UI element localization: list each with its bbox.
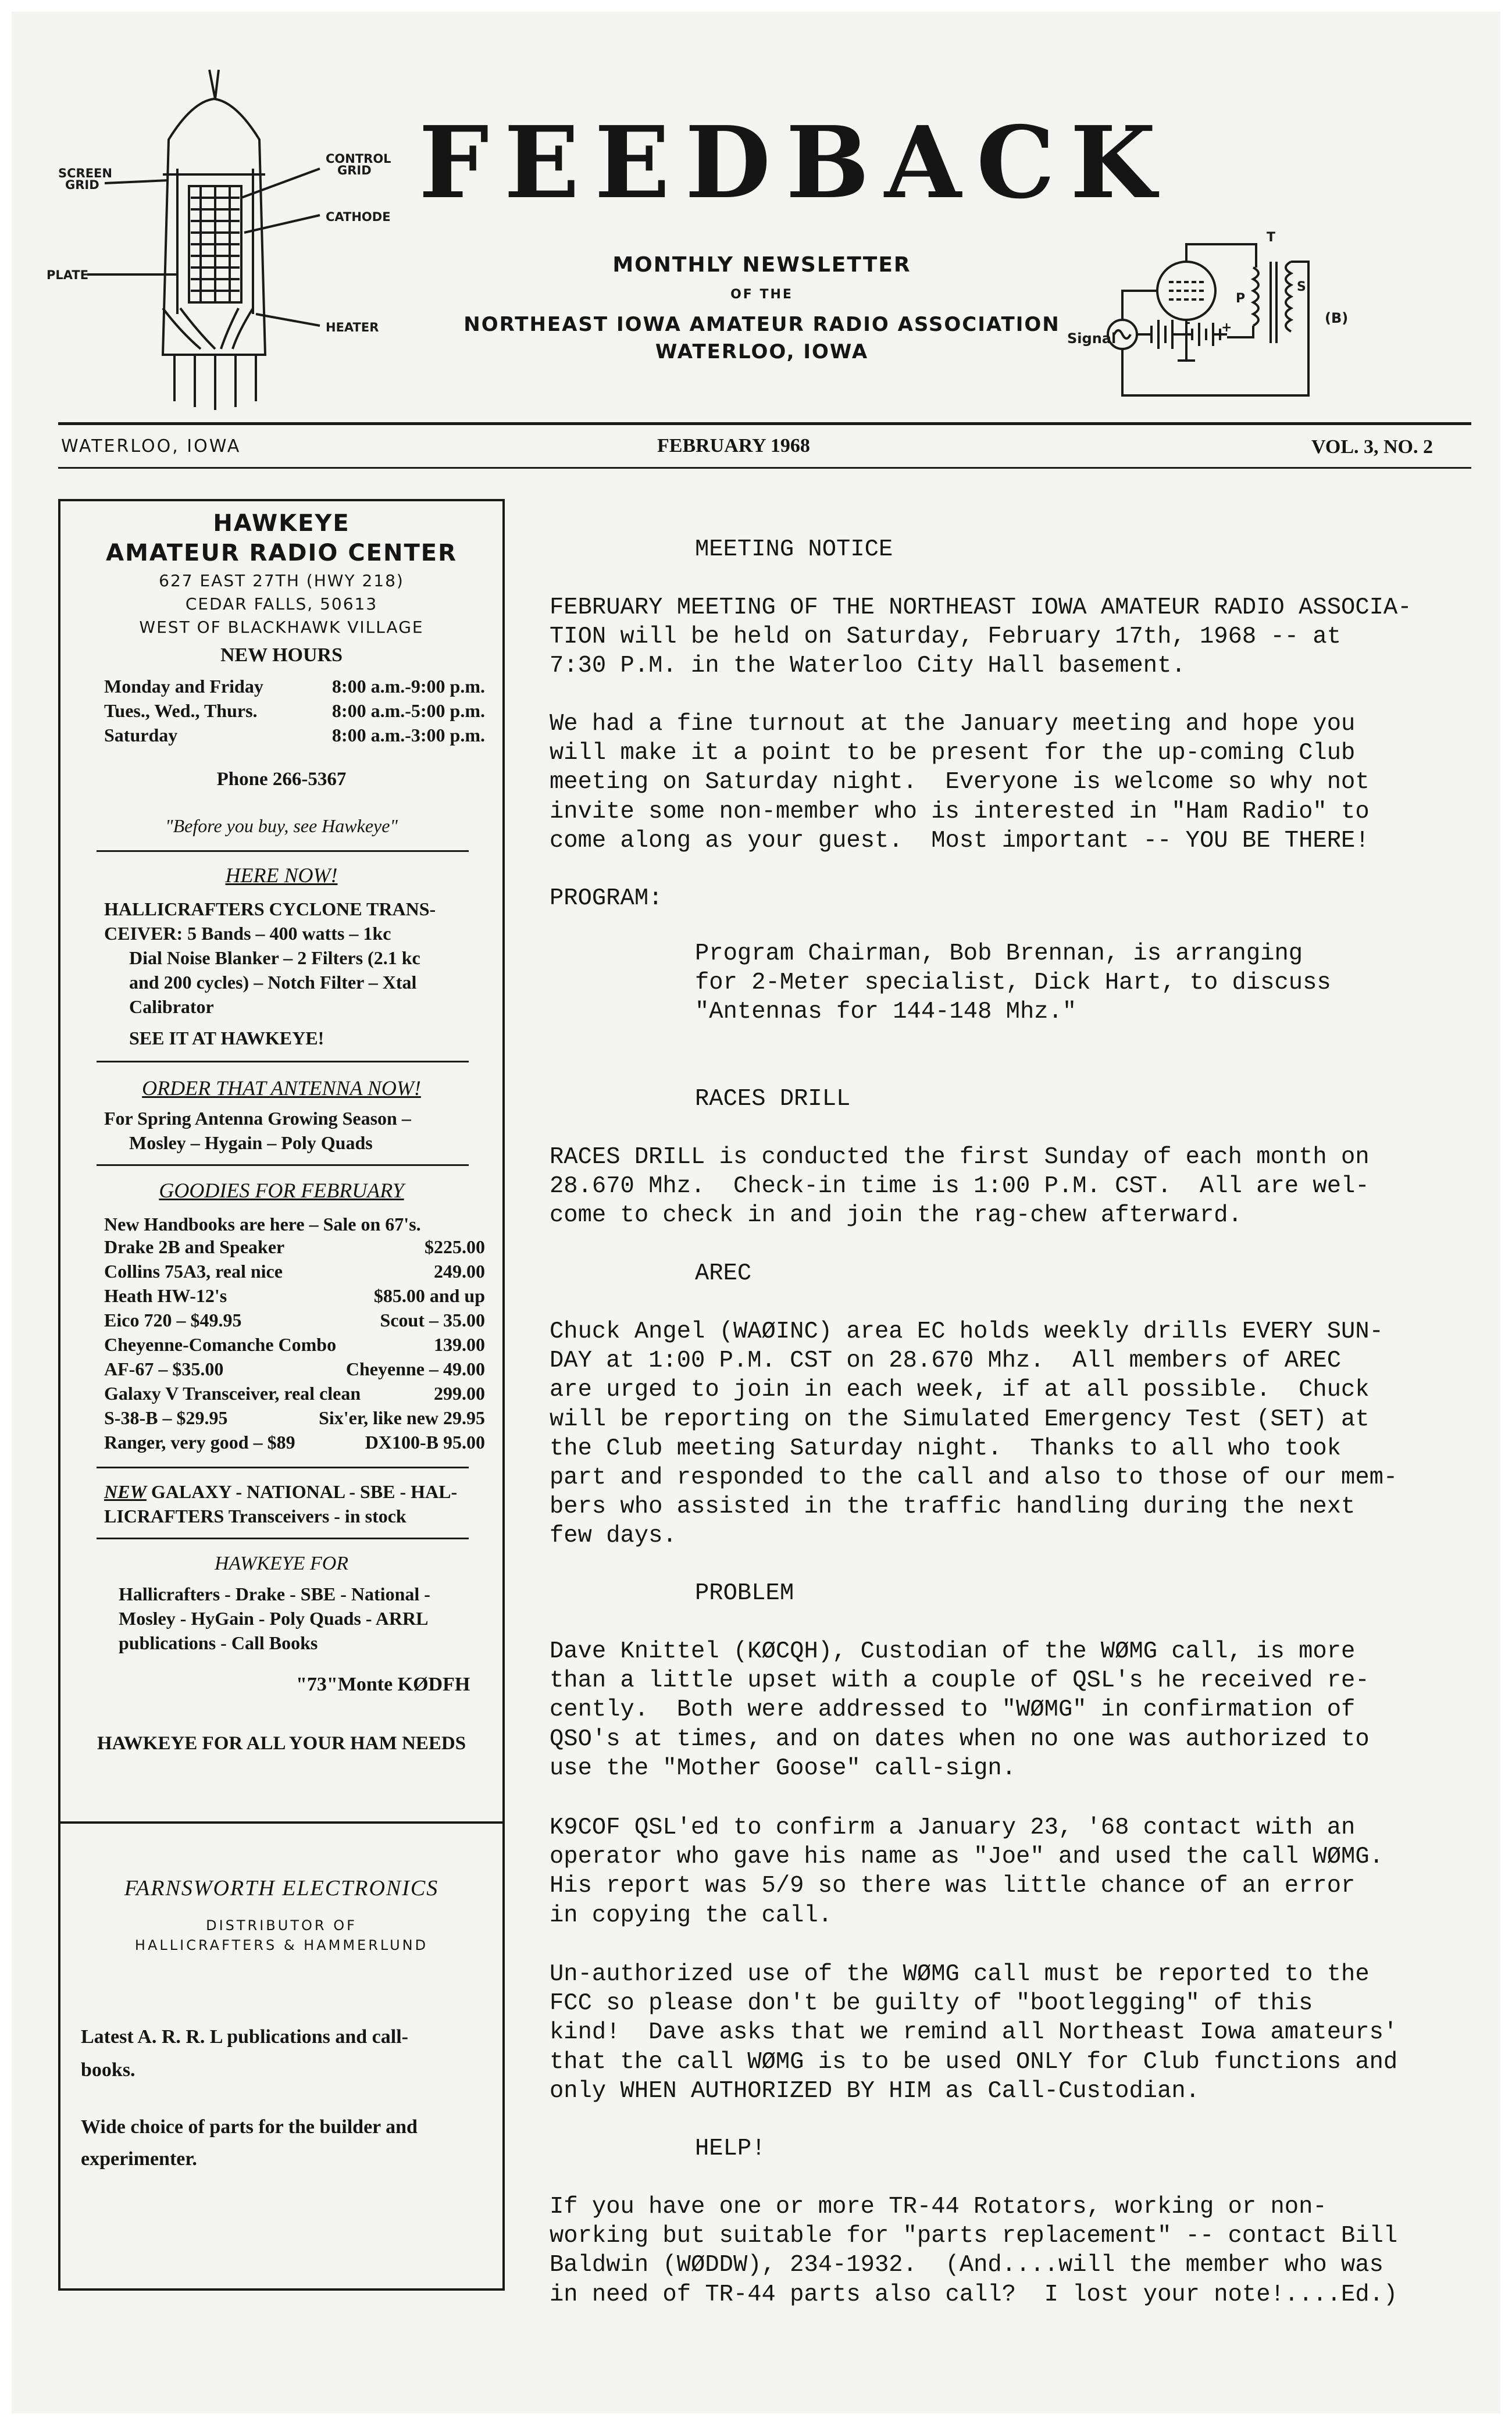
goodies-item: S-38-B – $29.95 [104,1407,228,1428]
goodies-row [104,1285,485,1307]
problem-paragraph-1: Dave Knittel (KØCQH), Custodian of the WØMG call, is more than a little upset with a couple of QSL's he received re- cently. Both were addressed to "WØMG" in confirmation of QSO's at times, and on dates when no one was authorized to use the "Mother Goose" call-sign. [550,1638,1370,1782]
here-now-line: Dial Noise Blanker – 2 Filters (2.1 kc [129,947,420,968]
goodies-intro: New Handbooks are here – Sale on 67's. [104,1214,421,1235]
help-paragraph: If you have one or more TR-44 Rotators, working or non- working but suitable for "parts replacement" -- contact Bill Baldwin (WØDDW), 234-1932. (And....will the member who was in need of TR-44 parts also call? I lost your note!....Ed.) [550,2194,1398,2308]
farnsworth-name: FARNSWORTH ELECTRONICS [124,1876,439,1900]
goodies-price: Scout – 35.00 [380,1310,485,1331]
hawkeye-for-line: Hallicrafters - Drake - SBE - National - [119,1584,430,1604]
new-word: NEW [104,1481,147,1502]
goodies-row [104,1358,485,1380]
newsletter-title: FEEDBACK [419,105,1171,221]
help-heading: HELP! [695,2135,766,2162]
label-plate: PLATE [47,268,89,282]
hawkeye-name: HAWKEYE [213,510,350,537]
hawkeye-name-2: AMATEUR RADIO CENTER [106,540,457,566]
goodies-item: Heath HW-12's [104,1285,227,1306]
label-p: P [1236,291,1246,306]
hawkeye-phone: Phone 266-5367 [216,769,347,790]
problem-heading: PROBLEM [695,1580,794,1607]
goodies-price: Cheyenne – 49.00 [345,1358,485,1379]
goodies-item: Eico 720 – $49.95 [104,1310,242,1331]
organization-name: NORTHEAST IOWA AMATEUR RADIO ASSOCIATION [463,313,1060,336]
newsletter-subtitle: MONTHLY NEWSLETTER [612,253,911,277]
goodies-row [104,1310,485,1331]
goodies-item: Galaxy V Transceiver, real clean [104,1383,361,1404]
hawkeye-slogan: "Before you buy, see Hawkeye" [165,815,398,836]
meeting-paragraph-2: We had a fine turnout at the January meeting and hope you will make it a point to be present for the up-coming Club meeting on Saturday night. Everyone is welcome so why not invite some non-member who is interested in "Ham Radio" to come along as your guest. Most important -- YOU BE THERE! [550,711,1370,854]
goodies-price: $85.00 and up [373,1285,485,1306]
goodies-row [104,1432,485,1453]
antenna-line: For Spring Antenna Growing Season – [104,1108,411,1129]
program-heading: PROGRAM: [550,885,663,912]
hawkeye-address-3: WEST OF BLACKHAWK VILLAGE [139,618,424,637]
hawkeye-for-line: publications - Call Books [119,1632,318,1653]
hours-time: 8:00 a.m.-9:00 p.m. [331,676,485,697]
label-screen: SCREEN [58,166,112,180]
hawkeye-for-line: Mosley - HyGain - Poly Quads - ARRL [119,1608,429,1629]
label-t: T [1267,230,1276,245]
hawkeye-footer: HAWKEYE FOR ALL YOUR HAM NEEDS [97,1733,466,1754]
goodies-heading: GOODIES FOR FEBRUARY [159,1179,404,1202]
hours-row [104,700,485,722]
label-b: (B) [1325,310,1349,326]
goodies-row [104,1383,485,1404]
goodies-item: Ranger, very good – $89 [104,1432,295,1453]
divider [97,1538,469,1539]
label-s: S [1297,280,1306,294]
goodies-row [104,1334,485,1356]
goodies-price: $225.00 [425,1236,485,1257]
here-now-line: Calibrator [129,996,214,1017]
meeting-heading: MEETING NOTICE [695,536,893,563]
farnsworth-line: Latest A. R. R. L publications and call- [81,2026,408,2048]
label-grid-1: GRID [65,178,99,192]
antenna-line: Mosley – Hygain – Poly Quads [129,1132,373,1153]
here-now-line: SEE IT AT HAWKEYE! [129,1028,324,1049]
meeting-paragraph-1: FEBRUARY MEETING OF THE NORTHEAST IOWA AMATEUR RADIO ASSOCIA- TION will be held on Saturday, February 17th, 1968 -- at 7:30 P.M. in the Waterloo City Hall basement. [550,594,1412,680]
hawkeye-signoff: "73"Monte KØDFH [296,1674,470,1695]
label-cathode: CATHODE [326,210,391,224]
divider [97,1467,469,1468]
farnsworth-dist-1: DISTRIBUTOR OF [206,1917,357,1934]
label-signal: Signal [1067,330,1117,347]
newsletter-page [12,12,1500,2413]
races-heading: RACES DRILL [695,1086,851,1112]
goodies-item: Collins 75A3, real nice [104,1261,283,1282]
hours-row [104,676,485,697]
masthead-rule-bottom [58,467,1471,469]
circuit-diagram [1067,227,1465,413]
hours-time: 8:00 a.m.-3:00 p.m. [331,725,485,746]
here-now-line: and 200 cycles) – Notch Filter – Xtal [129,972,417,993]
program-paragraph: Program Chairman, Bob Brennan, is arranging for 2-Meter specialist, Dick Hart, to discuss "Antennas for 144-148 Mhz." [695,940,1331,1025]
goodies-price: 299.00 [434,1383,485,1404]
farnsworth-line: experimenter. [81,2148,197,2170]
goodies-item: Drake 2B and Speaker [104,1236,285,1257]
hawkeye-address-1: 627 EAST 27TH (HWY 218) [159,571,404,590]
goodies-row [104,1407,485,1429]
hours-days: Saturday [104,725,178,746]
divider [97,1164,469,1166]
new-transceivers-line [104,1479,457,1504]
label-grid-2: GRID [337,163,372,177]
farnsworth-dist-2: HALLICRAFTERS & HAMMERLUND [134,1937,429,1953]
divider [97,850,469,852]
goodies-row [104,1261,485,1282]
hours-days: Tues., Wed., Thurs. [104,700,258,721]
new-line-2: LICRAFTERS Transceivers - in stock [104,1506,406,1527]
hawkeye-for-heading: HAWKEYE FOR [214,1553,349,1574]
farnsworth-line: books. [81,2059,135,2081]
dateline-volume: VOL. 3, NO. 2 [1311,436,1433,458]
goodies-item: AF-67 – $35.00 [104,1358,224,1379]
goodies-price: DX100-B 95.00 [365,1432,485,1453]
antenna-heading: ORDER THAT ANTENNA NOW! [142,1076,421,1100]
hours-time: 8:00 a.m.-5:00 p.m. [331,700,485,721]
dateline-location: WATERLOO, IOWA [61,436,241,457]
of-the-text: OF THE [730,287,793,302]
label-heater: HEATER [326,320,379,334]
divider [97,1061,469,1062]
hawkeye-advertisement [58,499,505,1824]
arec-paragraph: Chuck Angel (WAØINC) area EC holds weekly drills EVERY SUN- DAY at 1:00 P.M. CST on 28.670 Mhz. All members of AREC are urged to join in each week, if at all possible. Chuck will be reporting on the Simulated Emergency Test (SET) at the Club meeting Saturday night. Thanks to all who took part and responded to the call and also to those of our mem- bers who assisted in the traffic handling during the next few days. [550,1318,1398,1550]
vacuum-tube-illustration [47,58,419,419]
dateline-date: FEBRUARY 1968 [657,435,810,457]
farnsworth-line: Wide choice of parts for the builder and [81,2116,418,2138]
new-line-1: GALAXY - NATIONAL - SBE - HAL- [146,1481,458,1502]
here-now-line: HALLICRAFTERS CYCLONE TRANS- [104,898,436,919]
hawkeye-address-2: CEDAR FALLS, 50613 [185,594,378,614]
goodies-price: 249.00 [434,1261,485,1282]
goodies-item: Cheyenne-Comanche Combo [104,1334,337,1355]
problem-paragraph-3: Un-authorized use of the WØMG call must be reported to the FCC so please don't be guilty of "bootlegging" of this kind! Dave asks that we remind all Northeast Iowa amateurs' that the call WØMG is to be used ONLY for Club functions and only WHEN AUTHORIZED BY HIM as Call-Custodian. [550,1961,1398,2105]
label-control: CONTROL [326,152,391,166]
organization-city: WATERLOO, IOWA [655,340,869,363]
goodies-price: Six'er, like new 29.95 [319,1407,485,1428]
hours-row [104,725,485,746]
label-minus: - [1185,316,1191,330]
here-now-heading: HERE NOW! [225,864,338,887]
hours-heading: NEW HOURS [220,644,343,666]
here-now-line: CEIVER: 5 Bands – 400 watts – 1kc [104,923,391,944]
label-plus: + [1221,320,1232,335]
problem-paragraph-2: K9COF QSL'ed to confirm a January 23, '68 contact with an operator who gave his name as "Joe" and used the call WØMG. His report was 5/9 so there was little chance of an error in copying the call. [550,1814,1383,1929]
races-paragraph: RACES DRILL is conducted the first Sunday of each month on 28.670 Mhz. Check-in time is 1:00 P.M. CST. All are wel- come to check in and join the rag-chew afterward. [550,1144,1370,1229]
farnsworth-advertisement [58,1817,505,2291]
goodies-price: 139.00 [434,1334,485,1355]
hours-days: Monday and Friday [104,676,263,697]
goodies-row [104,1236,485,1258]
masthead-rule-top [58,422,1471,425]
arec-heading: AREC [695,1260,752,1287]
